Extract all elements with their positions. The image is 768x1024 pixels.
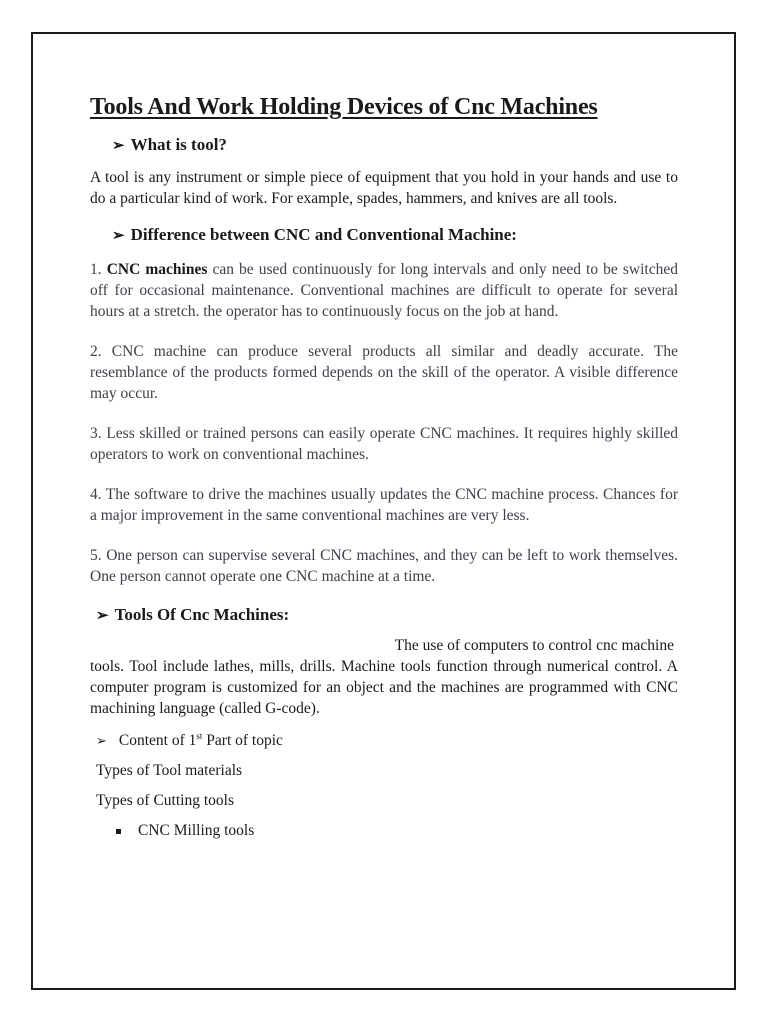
difference-item (90, 484, 678, 526)
item-number: 3. (90, 425, 102, 442)
bullet-text: CNC Milling tools (138, 822, 255, 840)
heading-tools-of-cnc (96, 605, 678, 625)
heading-text: Difference between CNC and Conventional Machine: (130, 225, 517, 244)
document-content (90, 94, 678, 840)
paragraph-tool-definition: A tool is any instrument or simple piece of equipment that you hold in your hands and use to do a particular kind of work. For example, spades, hammers, and knives are all tools. (90, 169, 678, 207)
arrow-icon: ➢ (112, 137, 125, 154)
item-text: The software to drive the machines usually updates the CNC machine process. Chances for a major improvement in the same conventional machines are very less. (90, 486, 678, 524)
difference-item (90, 259, 678, 322)
content-part-text: Content of 1st Part of topic (118, 731, 283, 750)
bullet-cnc-milling-tools (116, 822, 678, 840)
tools-paragraph: tools. Tool include lathes, mills, drills. Machine tools function through numerical control. A computer program is customized for an object and the machines are programmed with CNC machining language (called G-code). (90, 658, 678, 717)
heading-text: What is tool? (130, 135, 227, 154)
item-bold: CNC machines (106, 261, 208, 278)
arrow-icon: ➢ (96, 607, 109, 624)
item-number: 4. (90, 486, 102, 503)
types-tool-materials: Types of Tool materials (96, 762, 243, 780)
item-text: can be used continuously for long intervals and only need to be switched off for occasional maintenance. Conventional machines are difficult to operate for several hours at a stretch. the operator has to continuously focus on the job at hand. (90, 261, 678, 320)
item-number: 1. (90, 261, 102, 278)
square-bullet-icon (116, 829, 121, 834)
difference-item (90, 341, 678, 404)
heading-text: Tools Of Cnc Machines: (114, 605, 290, 624)
item-text: One person can supervise several CNC machines, and they can be left to work themselves. One person cannot operate one CNC machine at a time. (90, 547, 679, 585)
page-title: Tools And Work Holding Devices of Cnc Machines (90, 94, 598, 120)
content-part-line (96, 731, 678, 750)
item-text: Less skilled or trained persons can easily operate CNC machines. It requires highly skilled operators to work on conventional machines. (90, 425, 679, 463)
item-number: 2. (90, 343, 102, 360)
heading-what-is-tool (112, 135, 678, 155)
item-number: 5. (90, 547, 102, 564)
heading-difference (112, 225, 678, 245)
arrow-icon: ➢ (112, 227, 125, 244)
difference-item (90, 545, 678, 587)
arrow-icon: ➢ (96, 732, 107, 748)
difference-list (90, 259, 678, 587)
item-text: CNC machine can produce several products all similar and deadly accurate. The resemblance of the products formed depends on the skill of the operator. A visible difference may occur. (90, 343, 679, 402)
types-cutting-tools: Types of Cutting tools (96, 792, 234, 810)
tools-lead-line: The use of computers to control cnc machine (394, 637, 674, 654)
difference-item (90, 423, 678, 465)
